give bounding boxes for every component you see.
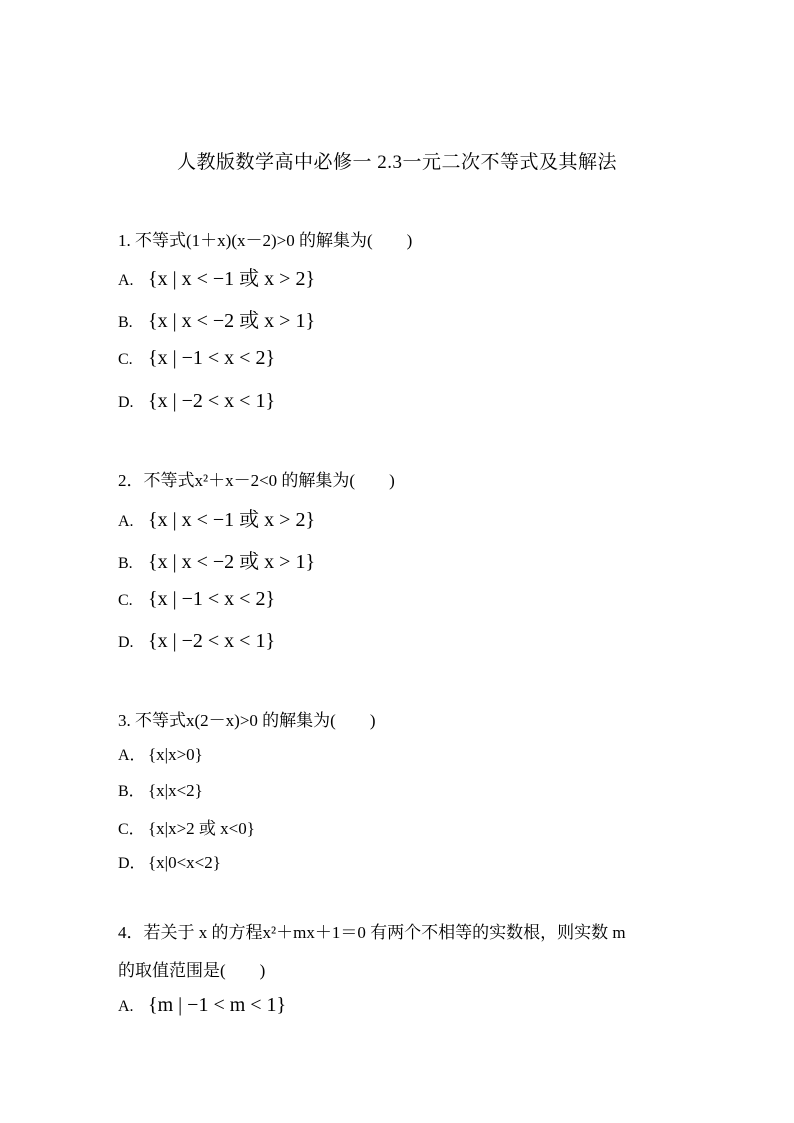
option-text: {x|x<2}	[148, 781, 203, 800]
question-4-option-a	[118, 994, 286, 1017]
option-label: B．	[118, 783, 145, 800]
question-2-stem: 2．不等式x²＋x－2<0 的解集为( )	[118, 471, 395, 490]
question-1-option-d	[118, 390, 275, 413]
option-text: {m | −1 < m < 1}	[148, 994, 287, 1016]
option-label: A.	[118, 998, 134, 1015]
option-label: C．	[118, 821, 145, 838]
option-label: D．	[118, 855, 146, 872]
option-text: {x|0<x<2}	[148, 853, 221, 872]
option-label: A.	[118, 513, 134, 530]
option-label: A.	[118, 272, 134, 289]
question-2-option-a	[118, 503, 315, 532]
option-text: {x | x < −1 或 x > 2}	[148, 509, 316, 531]
option-text: {x|x>0}	[148, 745, 203, 764]
option-text: {x | x < −2 或 x > 1}	[148, 551, 316, 573]
option-label: D.	[118, 394, 134, 411]
option-label: A．	[118, 747, 146, 764]
question-3-option-d	[118, 850, 221, 873]
option-text: {x | x < −1 或 x > 2}	[148, 268, 316, 290]
question-2-option-b	[118, 545, 315, 574]
question-3-option-b	[118, 778, 203, 801]
question-1-stem: 1. 不等式(1＋x)(x－2)>0 的解集为( )	[118, 231, 413, 250]
question-1-option-c	[118, 347, 275, 370]
question-1-option-a	[118, 262, 315, 291]
question-3-option-a	[118, 742, 203, 765]
question-3-stem: 3. 不等式x(2－x)>0 的解集为( )	[118, 711, 376, 730]
question-4-stem-continued: 的取值范围是( )	[118, 961, 266, 980]
option-text: {x | −2 < x < 1}	[148, 390, 276, 412]
option-label: B.	[118, 314, 133, 331]
option-label: C.	[118, 351, 133, 368]
question-2-option-c	[118, 588, 275, 611]
question-1-option-b	[118, 304, 315, 333]
document-title: 人教版数学高中必修一 2.3一元二次不等式及其解法	[176, 152, 617, 173]
question-4-stem: 4．若关于 x 的方程x²＋mx＋1＝0 有两个不相等的实数根，则实数 m	[118, 923, 626, 942]
option-label: C.	[118, 592, 133, 609]
option-label: D.	[118, 634, 134, 651]
option-text: {x | −1 < x < 2}	[148, 347, 276, 369]
option-text: {x | x < −2 或 x > 1}	[148, 310, 316, 332]
option-label: B.	[118, 555, 133, 572]
option-text: {x|x>2 或 x<0}	[148, 819, 255, 838]
option-text: {x | −2 < x < 1}	[148, 630, 276, 652]
question-2-option-d	[118, 630, 275, 653]
option-text: {x | −1 < x < 2}	[148, 588, 276, 610]
question-3-option-c	[118, 814, 255, 839]
